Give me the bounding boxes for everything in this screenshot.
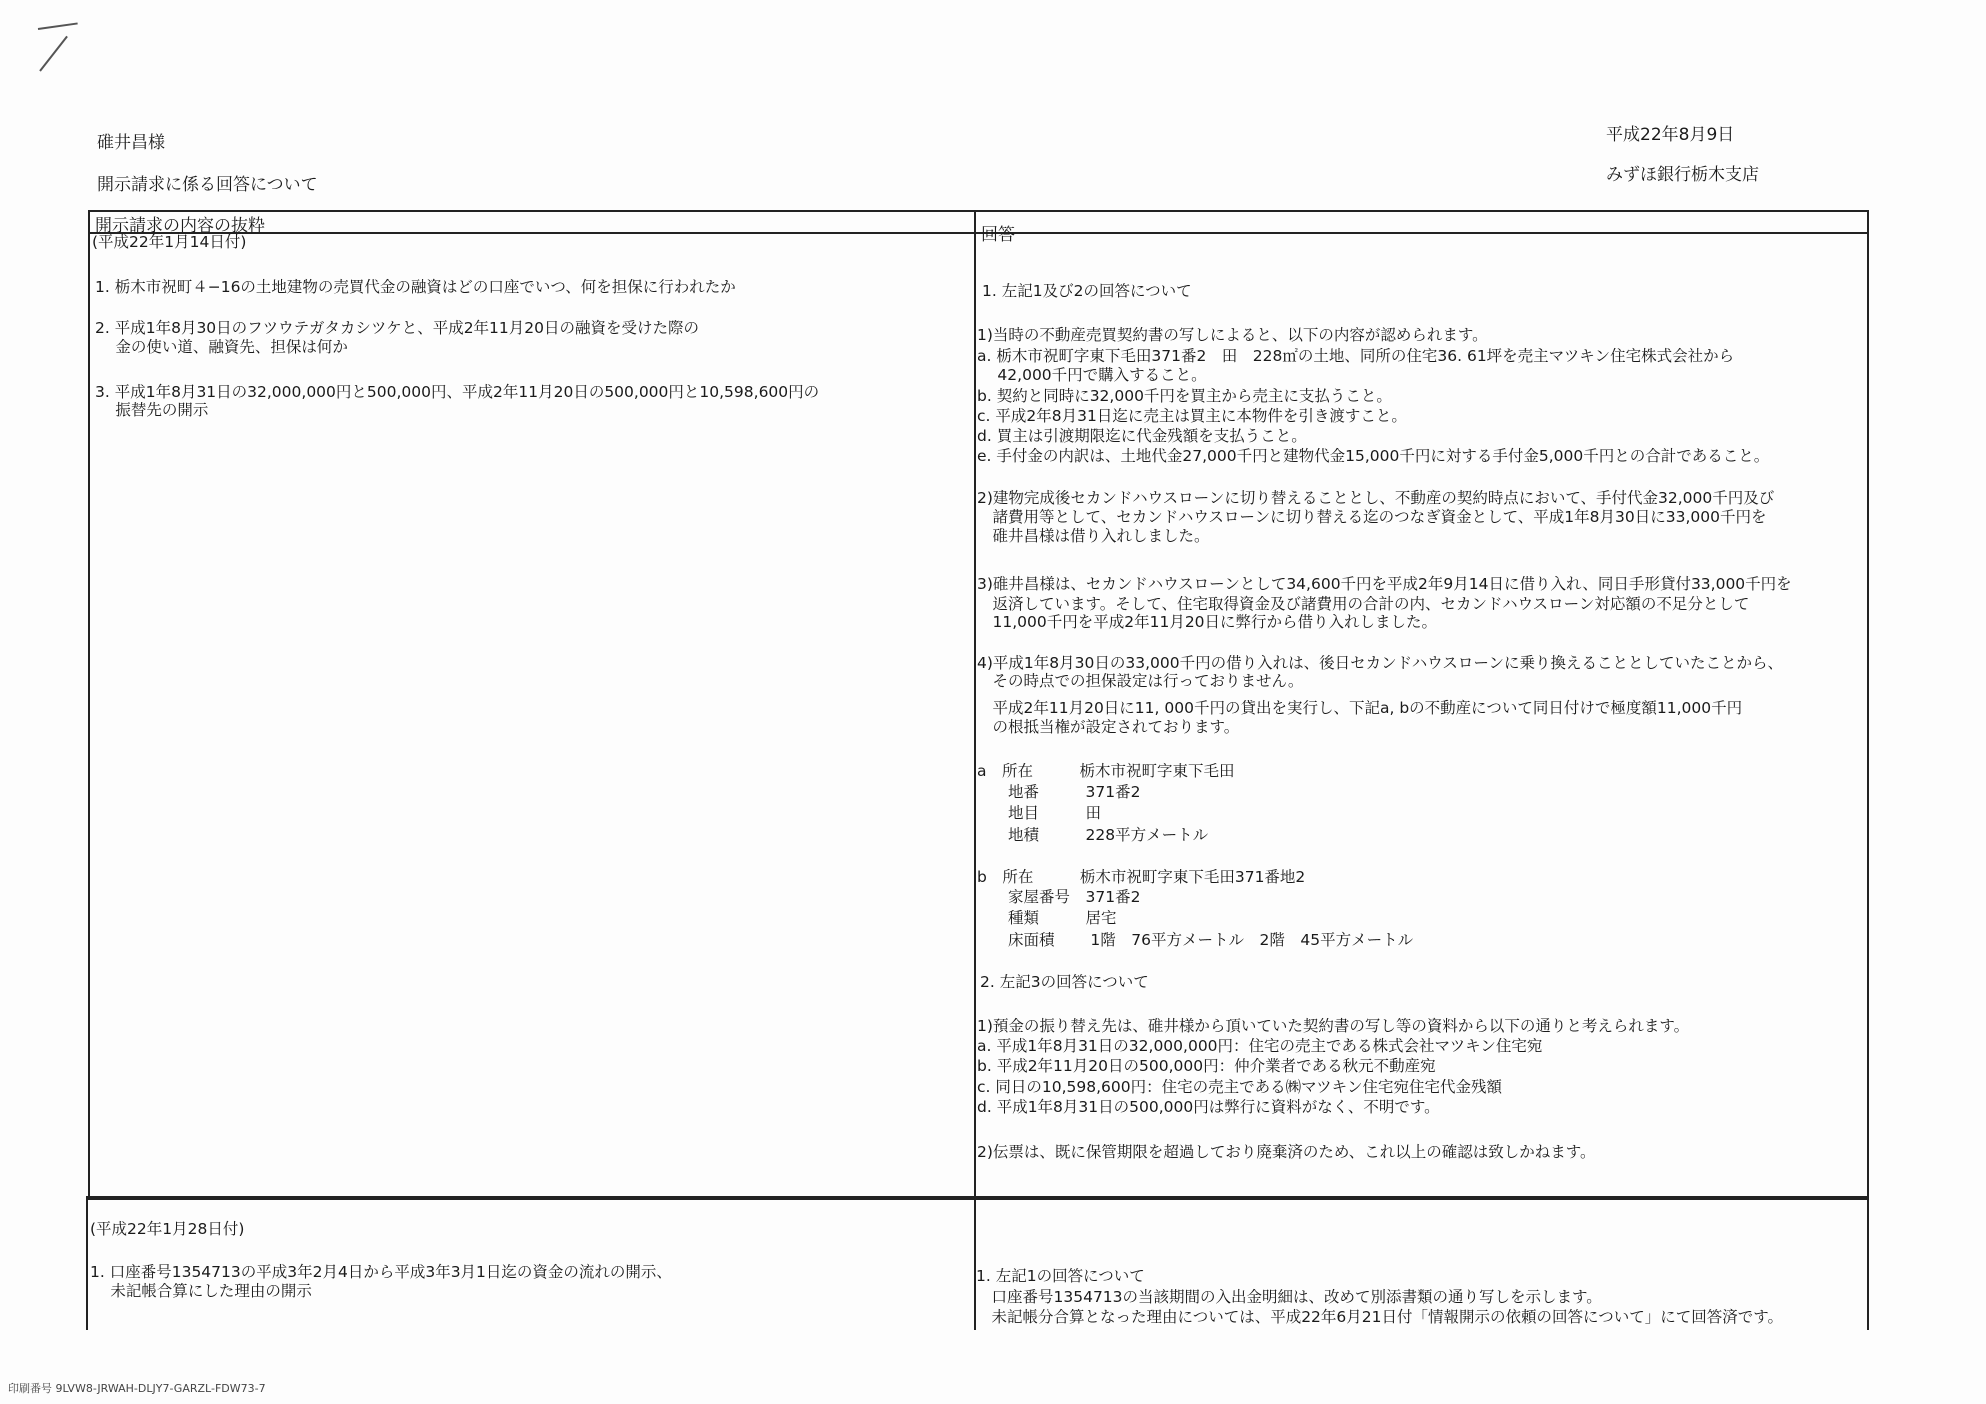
answer-heading: 2. 左記3の回答について bbox=[980, 973, 1149, 991]
answer-line: 碓井昌様は借り入れしました。 bbox=[977, 527, 1210, 545]
answer-line: 4)平成1年8月30日の33,000千円の借り入れは、後日セカンドハウスローンに乗り換えることとしていたことから、 bbox=[977, 654, 1784, 672]
answer-line: 返済しています。そして、住宅取得資金及び諸費用の合計の内、セカンドハウスローン対応額の不足分として bbox=[977, 595, 1750, 613]
section-2-left-border bbox=[86, 1196, 88, 1330]
answer-line: e. 手付金の内訳は、土地代金27,000千円と建物代金15,000千円に対する手付金5,000千円との合計であること。 bbox=[977, 447, 1770, 465]
answer-line: 1)預金の振り替え先は、碓井様から頂いていた契約書の写し等の資料から以下の通りと考えられます。 bbox=[977, 1017, 1690, 1035]
request-item: 1. 口座番号1354713の平成3年2月4日から平成3年3月1日迄の資金の流れの開示、 bbox=[90, 1263, 672, 1281]
answer-line: 42,000千円で購入すること。 bbox=[977, 366, 1207, 384]
section-2-top-border bbox=[86, 1196, 1869, 1198]
property-line: 種類 居宅 bbox=[977, 909, 1117, 927]
answer-line: その時点での担保設定は行っておりません。 bbox=[977, 672, 1304, 690]
answer-line: 3)碓井昌様は、セカンドハウスローンとして34,600千円を平成2年9月14日に借り入れ、同日手形貸付33,000千円を bbox=[977, 575, 1792, 593]
request-item: 3. 平成1年8月31日の32,000,000円と500,000円、平成2年11月20日の500,000円と10,598,600円の bbox=[95, 383, 820, 401]
print-code: 印刷番号 9LVW8-JRWAH-DLJY7-GARZL-FDW73-7 bbox=[8, 1382, 266, 1395]
recipient-name: 碓井昌様 bbox=[97, 133, 165, 153]
answer-line: 11,000千円を平成2年11月20日に弊行から借り入れしました。 bbox=[977, 613, 1438, 631]
request-date: (平成22年1月14日付) bbox=[92, 233, 247, 251]
request-item: 2. 平成1年8月30日のフツウテガタカシツケと、平成2年11月20日の融資を受けた際の bbox=[95, 319, 700, 337]
answer-heading: 1. 左記1及び2の回答について bbox=[982, 282, 1192, 300]
request-item: 1. 栃木市祝町４−16の土地建物の売買代金の融資はどの口座でいつ、何を担保に行われたか bbox=[95, 278, 736, 296]
answer-line: d. 平成1年8月31日の500,000円は弊行に資料がなく、不明です。 bbox=[977, 1098, 1440, 1116]
answer-line: c. 同日の10,598,600円：住宅の売主である㈱マツキン住宅宛住宅代金残額 bbox=[977, 1078, 1503, 1096]
answer-line: b. 契約と同時に32,000千円を買主から売主に支払うこと。 bbox=[977, 387, 1392, 405]
property-line: 床面積 1階 76平方メートル 2階 45平方メートル bbox=[977, 931, 1414, 949]
property-line: 家屋番号 371番2 bbox=[977, 888, 1141, 906]
pen-mark bbox=[39, 36, 68, 72]
property-line: a 所在 栃木市祝町字東下毛田 bbox=[977, 762, 1235, 780]
request-item: 未記帳合算にした理由の開示 bbox=[90, 1282, 312, 1300]
sender-name: みずほ銀行栃木支店 bbox=[1606, 165, 1759, 185]
answer-line: 口座番号1354713の当該期間の入出金明細は、改めて別添書類の通り写しを示します。 bbox=[976, 1288, 1602, 1306]
request-item: 振替先の開示 bbox=[95, 401, 209, 419]
column-divider bbox=[974, 210, 976, 1200]
property-line: b 所在 栃木市祝町字東下毛田371番地2 bbox=[977, 868, 1306, 886]
answer-line: の根抵当権が設定されております。 bbox=[977, 718, 1240, 736]
answer-line: a. 平成1年8月31日の32,000,000円：住宅の売主である株式会社マツキン住宅宛 bbox=[977, 1037, 1543, 1055]
property-line: 地番 371番2 bbox=[977, 783, 1141, 801]
answer-line: c. 平成2年8月31日迄に売主は買主に本物件を引き渡すこと。 bbox=[977, 407, 1407, 425]
left-column-header: 開示請求の内容の抜粋 bbox=[95, 216, 265, 236]
answer-line: 1)当時の不動産売買契約書の写しによると、以下の内容が認められます。 bbox=[977, 326, 1488, 344]
pen-mark bbox=[38, 22, 78, 30]
answer-line: 未記帳分合算となった理由については、平成22年6月21日付「情報開示の依頼の回答について」にて回答済です。 bbox=[976, 1308, 1783, 1326]
header-row-divider bbox=[88, 232, 1869, 234]
request-date: (平成22年1月28日付) bbox=[90, 1220, 245, 1238]
answer-line: 2)伝票は、既に保管期限を超過しており廃棄済のため、これ以上の確認は致しかねます。 bbox=[977, 1143, 1596, 1161]
answer-line: b. 平成2年11月20日の500,000円：仲介業者である秋元不動産宛 bbox=[977, 1057, 1436, 1075]
property-line: 地目 田 bbox=[977, 804, 1102, 822]
answer-line: d. 買主は引渡期限迄に代金残額を支払うこと。 bbox=[977, 427, 1307, 445]
request-item: 金の使い道、融資先、担保は何か bbox=[95, 338, 348, 356]
document-date: 平成22年8月9日 bbox=[1606, 125, 1735, 145]
property-line: 地積 228平方メートル bbox=[977, 826, 1209, 844]
document-subject: 開示請求に係る回答について bbox=[97, 175, 318, 195]
answer-line: 諸費用等として、セカンドハウスローンに切り替える迄のつなぎ資金として、平成1年8月30日に33,000千円を bbox=[977, 508, 1767, 526]
answer-line: 平成2年11月20日に11, 000千円の貸出を実行し、下記a, bの不動産について同日付けで極度額11,000千円 bbox=[977, 699, 1743, 717]
answer-heading: 1. 左記1の回答について bbox=[976, 1267, 1145, 1285]
answer-line: 2)建物完成後セカンドハウスローンに切り替えることとし、不動産の契約時点において、手付代金32,000千円及び bbox=[977, 489, 1775, 507]
answer-line: a. 栃木市祝町字東下毛田371番2 田 228㎡の土地、同所の住宅36. 61坪を売主マツキン住宅株式会社から bbox=[977, 347, 1735, 365]
section-2-right-border bbox=[1867, 1196, 1869, 1330]
right-column-header: 回答 bbox=[981, 225, 1015, 245]
